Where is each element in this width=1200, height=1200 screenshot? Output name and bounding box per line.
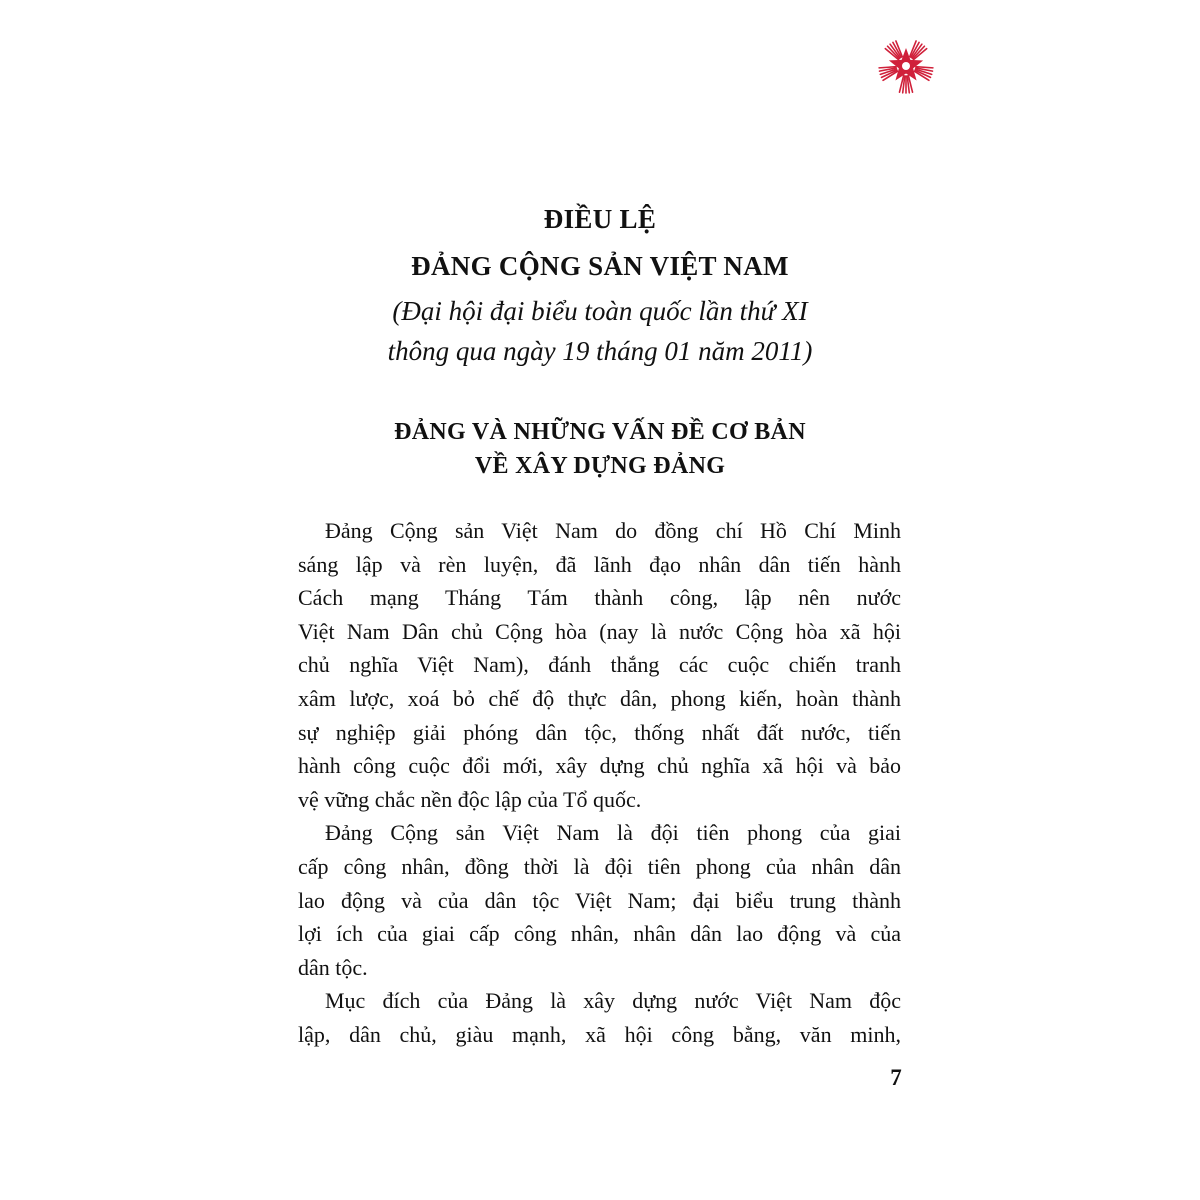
title-line-2: ĐẢNG CỘNG SẢN VIỆT NAM — [411, 251, 789, 281]
page-number: 7 — [890, 1065, 902, 1090]
body-line: lao động và của dân tộc Việt Nam; đại biểu trung thành — [298, 887, 901, 913]
emblem-center — [902, 62, 910, 70]
body-line: Cách mạng Tháng Tám thành công, lập nên nước — [298, 585, 901, 611]
title-line-1: ĐIỀU LỆ — [543, 204, 657, 234]
body-line: lợi ích của giai cấp công nhân, nhân dân lao động và của — [298, 921, 901, 947]
body-line: Việt Nam Dân chủ Cộng hòa (nay là nước Cộng hòa xã hội — [298, 618, 901, 644]
body-line: Đảng Cộng sản Việt Nam là đội tiên phong của giai — [325, 820, 901, 846]
body-line: vệ vững chắc nền độc lập của Tổ quốc. — [298, 786, 642, 812]
body-line: Đảng Cộng sản Việt Nam do đồng chí Hồ Chí Minh — [325, 518, 901, 543]
body-text — [298, 514, 901, 1052]
body-line: dân tộc. — [298, 954, 368, 980]
party-emblem-icon — [876, 36, 936, 96]
section-heading-line-1: ĐẢNG VÀ NHỮNG VẤN ĐỀ CƠ BẢN — [394, 419, 806, 445]
section-heading-line-2: VỀ XÂY DỰNG ĐẢNG — [474, 453, 726, 479]
subtitle-line-2: thông qua ngày 19 tháng 01 năm 2011) — [387, 336, 813, 366]
body-line: cấp công nhân, đồng thời là đội tiên phong của nhân dân — [298, 853, 901, 879]
body-line: chủ nghĩa Việt Nam), đánh thắng các cuộc chiến tranh — [298, 652, 901, 678]
body-line: hành công cuộc đổi mới, xây dựng chủ nghĩa xã hội và bảo — [298, 753, 901, 779]
body-line: sáng lập và rèn luyện, đã lãnh đạo nhân dân tiến hành — [298, 551, 901, 577]
subtitle-line-1: (Đại hội đại biểu toàn quốc lần thứ XI — [392, 296, 808, 326]
body-line: Mục đích của Đảng là xây dựng nước Việt Nam độc — [325, 988, 901, 1014]
body-line: sự nghiệp giải phóng dân tộc, thống nhất đất nước, tiến — [298, 719, 901, 745]
body-line: lập, dân chủ, giàu mạnh, xã hội công bằng, văn minh, — [298, 1021, 901, 1047]
body-line: xâm lược, xoá bỏ chế độ thực dân, phong kiến, hoàn thành — [298, 685, 901, 711]
